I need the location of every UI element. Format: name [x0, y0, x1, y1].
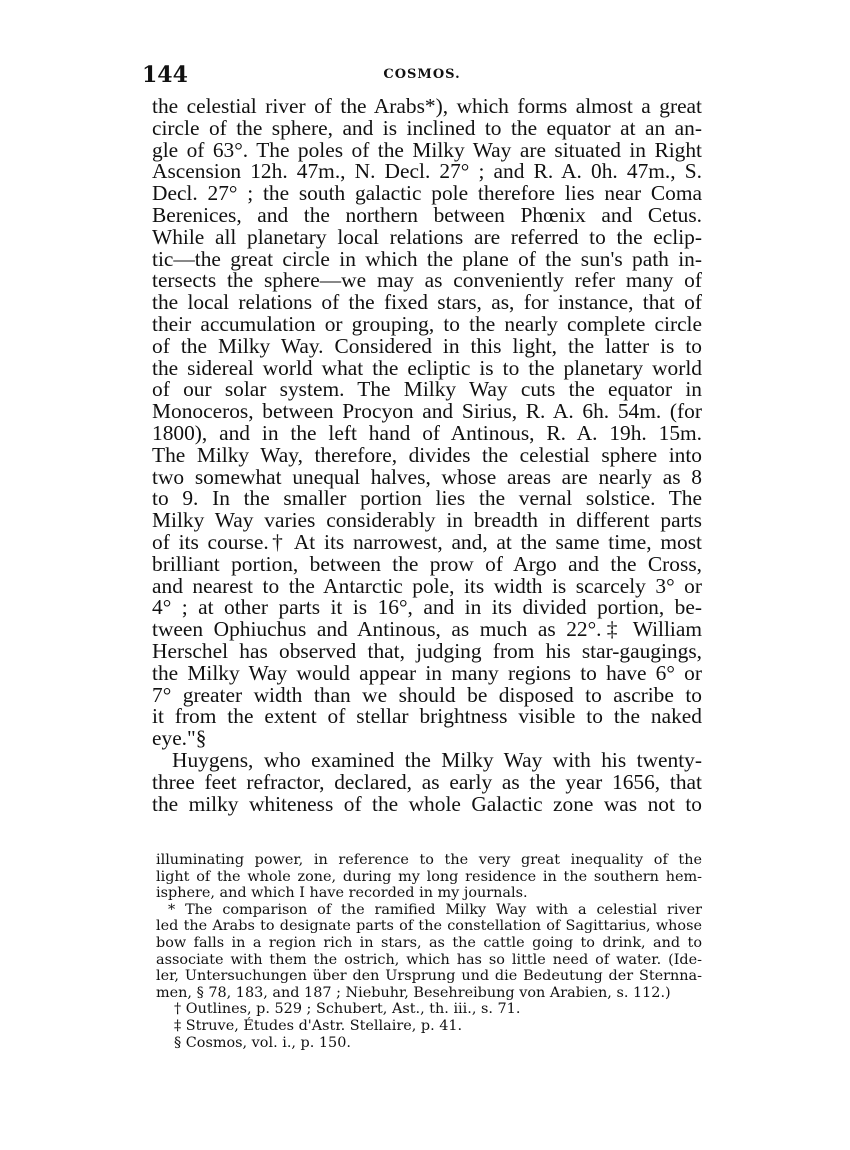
text-line: of the Milky Way. Considered in this light, the latter is to — [152, 333, 702, 358]
text-line: it from the extent of stellar brightness visible to the naked — [152, 704, 702, 729]
text-line: Ascension 12h. 47m., N. Decl. 27° ; and R. A. 0h. 47m., S. — [152, 159, 702, 184]
text-line: Milky Way varies considerably in breadth in different parts — [152, 508, 702, 533]
text-line: to 9. In the smaller portion lies the vernal solstice. The — [152, 486, 702, 511]
body-text — [152, 96, 702, 815]
text-line: Huygens, who examined the Milky Way with his twenty- — [172, 747, 702, 772]
text-line: gle of 63°. The poles of the Milky Way are situated in Right — [152, 137, 702, 162]
text-line: tersects the sphere—we may as conveniently refer many of — [152, 268, 702, 293]
text-line: While all planetary local relations are referred to the eclip- — [152, 224, 702, 249]
text-line: Monoceros, between Procyon and Sirius, R. A. 6h. 54m. (for — [152, 399, 702, 424]
text-line: 7° greater width than we should be disposed to ascribe to — [152, 682, 702, 707]
footnote-line: light of the whole zone, during my long residence in the southern hem- — [156, 868, 702, 885]
text-line: Decl. 27° ; the south galactic pole therefore lies near Coma — [152, 181, 702, 206]
footnote-line: § Cosmos, vol. i., p. 150. — [174, 1034, 351, 1051]
text-line: circle of the sphere, and is inclined to the equator at an an- — [152, 115, 702, 140]
text-line: the Milky Way would appear in many regions to have 6° or — [152, 660, 702, 685]
footnote-line: ‡ Struve, Études d'Astr. Stellaire, p. 41. — [174, 1017, 463, 1034]
text-line: Berenices, and the northern between Phœnix and Cetus. — [152, 202, 702, 227]
text-line: their accumulation or grouping, to the nearly complete circle — [152, 311, 702, 336]
text-line: the sidereal world what the ecliptic is to the planetary world — [152, 355, 702, 380]
text-line: three feet refractor, declared, as early as the year 1656, that — [152, 769, 702, 794]
text-line: the local relations of the fixed stars, as, for instance, that of — [152, 290, 702, 315]
text-line: of our solar system. The Milky Way cuts the equator in — [152, 377, 702, 402]
page-number: 144 — [142, 62, 188, 88]
text-line: eye."§ — [152, 726, 207, 751]
text-line: and nearest to the Antarctic pole, its width is scarcely 3° or — [152, 573, 702, 598]
footnote-line: associate with them the ostrich, which has so little need of water. (Ide- — [156, 951, 702, 968]
footnote-line: isphere, and which I have recorded in my journals. — [156, 885, 528, 902]
text-line: of its course.† At its narrowest, and, at the same time, most — [152, 529, 702, 554]
footnote-line: bow falls in a region rich in stars, as the cattle going to drink, and to — [156, 934, 702, 951]
text-line: The Milky Way, therefore, divides the celestial sphere into — [152, 442, 702, 467]
page-header — [142, 62, 702, 90]
text-line: Herschel has observed that, judging from his star-gaugings, — [152, 638, 702, 663]
text-line: brilliant portion, between the prow of Argo and the Cross, — [152, 551, 702, 576]
footnote-line: led the Arabs to designate parts of the constellation of Sagittarius, whose — [156, 918, 702, 935]
text-line: 4° ; at other parts it is 16°, and in its divided portion, be- — [152, 595, 702, 620]
footnotes — [156, 852, 702, 1051]
text-line: two somewhat unequal halves, whose areas are nearly as 8 — [152, 464, 702, 489]
footnote-line: men, § 78, 183, and 187 ; Niebuhr, Besehreibung von Arabien, s. 112.) — [156, 984, 671, 1001]
footnote-line: illuminating power, in reference to the very great inequality of the — [156, 852, 702, 868]
text-line: 1800), and in the left hand of Antinous, R. A. 19h. 15m. — [152, 420, 702, 445]
text-line: tic—the great circle in which the plane of the sun's path in- — [152, 246, 702, 271]
text-line: the milky whiteness of the whole Galactic zone was not to — [152, 791, 702, 816]
running-head: COSMOS. — [383, 67, 461, 82]
text-line: tween Ophiuchus and Antinous, as much as 22°.‡ William — [152, 617, 702, 642]
footnote-line: * The comparison of the ramified Milky Way with a celestial river — [168, 901, 702, 918]
text-line: the celestial river of the Arabs*), which forms almost a great — [152, 94, 702, 118]
footnote-line: ler, Untersuchungen über den Ursprung und die Bedeutung der Sternna- — [156, 968, 702, 985]
footnote-line: † Outlines, p. 529 ; Schubert, Ast., th. iii., s. 71. — [174, 1001, 521, 1018]
